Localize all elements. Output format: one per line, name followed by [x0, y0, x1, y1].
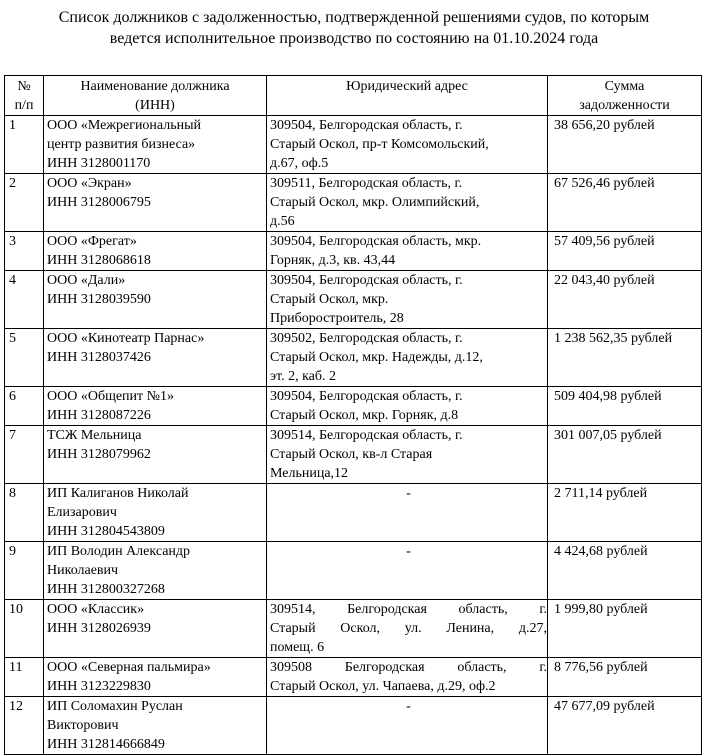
legal-address-line: -: [406, 544, 411, 559]
debtor-name-cell: [44, 232, 267, 271]
legal-address-cell: [267, 329, 548, 387]
debtor-name-line: Елизарович: [47, 505, 117, 520]
legal-address-cell: [267, 271, 548, 329]
legal-address-line: Горняк, д.3, кв. 43,44: [270, 253, 396, 268]
legal-address-line: Старый Оскол, ул. Ленина, д.27,: [270, 621, 547, 636]
row-number: 6: [5, 387, 44, 426]
table-row: [5, 658, 702, 697]
row-number: 11: [5, 658, 44, 697]
debtor-name-line: ООО «Классик»: [47, 602, 145, 617]
debtor-name-line: ИНН 3128039590: [47, 292, 151, 307]
table-row: [5, 329, 702, 387]
debtor-name-line: ИНН 3128026939: [47, 621, 151, 636]
legal-address-line: эт. 2, каб. 2: [270, 369, 337, 384]
legal-address-line: Старый Оскол, мкр.: [270, 292, 389, 307]
debt-amount: 47 677,09 рублей: [548, 697, 702, 755]
document-title: [0, 7, 708, 49]
table-row: [5, 542, 702, 600]
legal-address-cell: [267, 174, 548, 232]
legal-address-line: Старый Оскол, пр-т Комсомольский,: [270, 137, 489, 152]
debt-amount: 2 711,14 рублей: [548, 484, 702, 542]
legal-address-line: Старый Оскол, мкр. Олимпийский,: [270, 195, 480, 210]
table-row: [5, 232, 702, 271]
title-line-2: ведется исполнительное производство по состоянию на 01.10.2024 года: [109, 30, 599, 47]
debtor-name-cell: [44, 542, 267, 600]
header-sum-line-2: задолженности: [579, 98, 670, 113]
legal-address-cell: [267, 697, 548, 755]
legal-address-line: -: [406, 486, 411, 501]
header-number: [5, 76, 44, 116]
debtor-name-cell: [44, 484, 267, 542]
header-number-line-2: п/п: [14, 98, 34, 113]
legal-address-cell: [267, 426, 548, 484]
row-number: 7: [5, 426, 44, 484]
debtor-name-line: Викторович: [47, 718, 119, 733]
debtor-name-line: ИП Калиганов Николай: [47, 486, 189, 501]
debt-amount: 57 409,56 рублей: [548, 232, 702, 271]
table-row: [5, 387, 702, 426]
table-row: [5, 116, 702, 174]
legal-address-line: 309504, Белгородская область, г.: [270, 389, 463, 404]
legal-address-line: 309511, Белгородская область, г.: [270, 176, 463, 191]
debt-amount: 1 999,80 рублей: [548, 600, 702, 658]
debt-amount: 38 656,20 рублей: [548, 116, 702, 174]
debtor-name-line: ИНН 312804543809: [47, 524, 165, 539]
legal-address-line: д.56: [270, 214, 295, 229]
row-number: 10: [5, 600, 44, 658]
debtor-name-line: ТСЖ Мельница: [47, 428, 142, 443]
header-number-line-1: №: [17, 79, 31, 94]
debtor-name-cell: [44, 600, 267, 658]
legal-address-line: Приборостроитель, 28: [270, 311, 404, 326]
debtor-name-line: ИНН 3128079962: [47, 447, 151, 462]
debtor-name-line: Николаевич: [47, 563, 119, 578]
header-sum-line-1: Сумма: [604, 79, 645, 94]
debtor-name-cell: [44, 658, 267, 697]
legal-address-line: Старый Оскол, кв-л Старая: [270, 447, 433, 462]
header-address-label: Юридический адрес: [346, 79, 468, 94]
legal-address-line: Старый Оскол, мкр. Горняк, д.8: [270, 408, 459, 423]
debt-amount: 301 007,05 рублей: [548, 426, 702, 484]
legal-address-line: 309508 Белгородская область, г.: [270, 660, 547, 675]
legal-address-line: 309514, Белгородская область, г.: [270, 602, 547, 617]
table-row: [5, 174, 702, 232]
debtor-name-cell: [44, 174, 267, 232]
debtor-name-cell: [44, 329, 267, 387]
header-name-line-2: (ИНН): [135, 98, 175, 113]
debtor-name-cell: [44, 426, 267, 484]
legal-address-cell: [267, 484, 548, 542]
legal-address-line: 309504, Белгородская область, мкр.: [270, 234, 482, 249]
legal-address-line: Старый Оскол, мкр. Надежды, д.12,: [270, 350, 483, 365]
legal-address-cell: [267, 658, 548, 697]
debtor-name-line: ИНН 3128006795: [47, 195, 151, 210]
legal-address-line: д.67, оф.5: [270, 156, 329, 171]
row-number: 4: [5, 271, 44, 329]
legal-address-line: 309504, Белгородская область, г.: [270, 273, 463, 288]
table-row: [5, 484, 702, 542]
debt-amount: 22 043,40 рублей: [548, 271, 702, 329]
legal-address-line: 309504, Белгородская область, г.: [270, 118, 463, 133]
debtor-name-line: ИНН 3123229830: [47, 679, 151, 694]
debtor-name-line: ООО «Дали»: [47, 273, 126, 288]
row-number: 12: [5, 697, 44, 755]
table-row: [5, 697, 702, 755]
legal-address-line: -: [406, 699, 411, 714]
row-number: 2: [5, 174, 44, 232]
debtor-name-cell: [44, 697, 267, 755]
row-number: 5: [5, 329, 44, 387]
debtor-name-line: ИНН 3128068618: [47, 253, 151, 268]
debt-amount: 4 424,68 рублей: [548, 542, 702, 600]
legal-address-cell: [267, 387, 548, 426]
table-body: [5, 116, 702, 755]
debtor-name-cell: [44, 116, 267, 174]
debt-amount: 67 526,46 рублей: [548, 174, 702, 232]
header-address: [267, 76, 548, 116]
debtors-table: [4, 75, 702, 755]
legal-address-cell: [267, 542, 548, 600]
debtor-name-line: ИП Соломахин Руслан: [47, 699, 183, 714]
legal-address-line: помещ. 6: [270, 640, 325, 655]
debtor-name-line: ИНН 312800327268: [47, 582, 165, 597]
debtor-name-line: ИНН 3128037426: [47, 350, 151, 365]
header-debtor-name: [44, 76, 267, 116]
legal-address-line: 309502, Белгородская область, г.: [270, 331, 463, 346]
debtor-name-line: ИНН 3128087226: [47, 408, 151, 423]
row-number: 8: [5, 484, 44, 542]
legal-address-line: Мельница,12: [270, 466, 349, 481]
debt-amount: 8 776,56 рублей: [548, 658, 702, 697]
row-number: 1: [5, 116, 44, 174]
debtor-name-cell: [44, 387, 267, 426]
debtor-name-line: ООО «Общепит №1»: [47, 389, 175, 404]
debtor-name-line: ИНН 312814666849: [47, 737, 165, 752]
table-row: [5, 600, 702, 658]
table-header-row: [5, 76, 702, 116]
header-debt-sum: [548, 76, 702, 116]
debtor-name-line: центр развития бизнеса»: [47, 137, 196, 152]
table-row: [5, 426, 702, 484]
debtor-name-line: ООО «Фрегат»: [47, 234, 137, 249]
debtor-name-line: ООО «Межрегиональный: [47, 118, 202, 133]
legal-address-cell: [267, 232, 548, 271]
debt-amount: 1 238 562,35 рублей: [548, 329, 702, 387]
legal-address-cell: [267, 116, 548, 174]
legal-address-line: 309514, Белгородская область, г.: [270, 428, 463, 443]
header-name-line-1: Наименование должника: [80, 79, 230, 94]
legal-address-line: Старый Оскол, ул. Чапаева, д.29, оф.2: [270, 679, 496, 694]
row-number: 9: [5, 542, 44, 600]
debt-amount: 509 404,98 рублей: [548, 387, 702, 426]
table-row: [5, 271, 702, 329]
debtor-name-cell: [44, 271, 267, 329]
debtor-name-line: ООО «Северная пальмира»: [47, 660, 211, 675]
row-number: 3: [5, 232, 44, 271]
debtor-name-line: ИП Володин Александр: [47, 544, 191, 559]
legal-address-cell: [267, 600, 548, 658]
debtor-name-line: ИНН 3128001170: [47, 156, 151, 171]
debtor-name-line: ООО «Экран»: [47, 176, 132, 191]
title-line-1: Список должников с задолженностью, подтвержденной решениями судов, по которым: [58, 9, 650, 26]
debtor-name-line: ООО «Кинотеатр Парнас»: [47, 331, 205, 346]
